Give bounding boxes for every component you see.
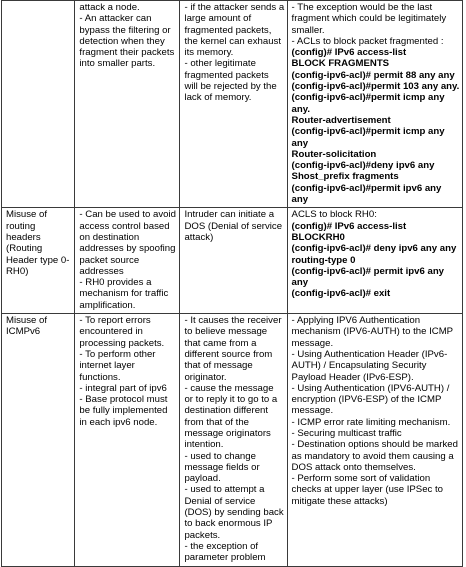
description-cell — [75, 314, 180, 567]
mitigation-line: - Perform some sort of validation checks at upper layer (use IPSec to mitigate these attacks) — [291, 473, 446, 507]
table-row — [2, 1, 463, 208]
mitigation-line: BLOCK FRAGMENTS — [291, 58, 390, 70]
description-line: - integral part of ipv6 — [79, 382, 167, 394]
impact-line: - cause the message or to reply it to go to a destination different from that of the message originators intention. — [184, 382, 280, 451]
mitigation-line: (config-ipv6-acl)#permit ipv6 any any — [291, 182, 445, 206]
mitigation-line: (config-ipv6-acl)# permit 88 any any — [291, 69, 455, 81]
table-row — [2, 314, 463, 567]
table-body — [2, 1, 463, 567]
impact-cell — [180, 314, 287, 567]
mitigation-line: BLOCKRH0 — [291, 231, 345, 243]
mitigation-line: - ACLs to block packet fragmented : — [291, 35, 444, 47]
impact-line: - used to attempt a Denial of service (DOS) by sending back to back enormous IP packets. — [184, 484, 287, 541]
mitigation-line: - The exception would be the last fragment which could be legitimately smaller. — [291, 2, 449, 36]
mitigation-line: (config-ipv6-acl)# permit ipv6 any any — [291, 265, 447, 289]
mitigation-line: Router-solicitation — [291, 148, 377, 160]
description-line: attack a node. — [79, 2, 140, 13]
category-cell — [2, 208, 75, 314]
description-line: - RH0 provides a mechanism for traffic amplification. — [79, 277, 171, 311]
impact-cell — [180, 1, 287, 208]
description-line: - An attacker can bypass the filtering or detection when they fragment their packets into smaller parts. — [79, 13, 178, 70]
mitigation-line: routing-type 0 — [291, 254, 356, 266]
impact-line: - the exception of parameter problem — [184, 540, 266, 564]
mitigation-line: - Using Authentication Header (IPv6-AUTH) / Encapsulating Security Payload Header (IPv6-ESP). — [291, 348, 448, 383]
mitigation-cell — [287, 1, 462, 208]
category-cell — [2, 1, 75, 208]
description-cell — [75, 208, 180, 314]
description-line: - Base protocol must be fully implemented in each ipv6 node. — [79, 394, 171, 428]
mitigation-line: - Destination options should be marked as mandatory to avoid them causing a DOS attack onto themselves. — [291, 439, 461, 473]
category-cell — [2, 314, 75, 567]
impact-line: - used to change message fields or payload. — [184, 450, 263, 485]
impact-line: - It causes the receiver to believe message that came from a different source from that of message originator. — [184, 315, 285, 383]
description-line: - To report errors encountered in processing packets. — [79, 315, 165, 349]
mitigation-line: (config)# IPv6 access-list — [291, 220, 407, 232]
mitigation-cell — [287, 314, 462, 567]
mitigation-line: Router-advertisement — [291, 114, 391, 126]
mitigation-line: - Applying IPV6 Authentication mechanism (IPV6-AUTH) to the ICMP message. — [291, 315, 456, 349]
mitigation-line: (config)# IPv6 access-list — [291, 47, 407, 59]
category-line: Misuse of routing headers (Routing Header type 0-RH0) — [6, 209, 70, 277]
threat-table — [1, 0, 463, 567]
mitigation-line: ACLS to block RH0: — [291, 209, 377, 221]
description-cell — [75, 1, 180, 208]
mitigation-line: - Using Authentication (IPV6-AUTH) / encryption (IPV6-ESP) of the ICMP message. — [291, 382, 453, 417]
mitigation-line: (config-ipv6-acl)# exit — [291, 288, 391, 300]
mitigation-line: Shost_prefix fragments — [291, 171, 399, 183]
mitigation-cell — [287, 208, 462, 314]
category-line: Misuse of ICMPv6 — [6, 315, 50, 338]
impact-line: - other legitimate fragmented packets will be rejected by the lack of memory. — [184, 58, 280, 104]
impact-line: Intruder can initiate a DOS (Denial of service attack) — [184, 209, 285, 243]
table-row — [2, 208, 463, 314]
mitigation-line: (config-ipv6-acl)#deny ipv6 any — [291, 160, 435, 172]
mitigation-line: (config-ipv6-acl)# deny ipv6 any any — [291, 243, 457, 255]
mitigation-line: (config-ipv6-acl)#permit icmp any any — [291, 126, 448, 149]
impact-line: - if the attacker sends a large amount of fragmented packets, the kernel can exhaust its memory. — [184, 2, 287, 59]
mitigation-line: - Securing multicast traffic — [291, 427, 402, 439]
description-line: - Can be used to avoid access control based on destination addresses by spoofing packet source addresses — [79, 209, 179, 277]
mitigation-line: - ICMP error rate limiting mechanism. — [291, 416, 451, 428]
impact-cell — [180, 208, 287, 314]
mitigation-line: (config-ipv6-acl)#permit 103 any any. — [291, 81, 460, 93]
description-line: - To perform other internet layer functions. — [79, 348, 159, 383]
mitigation-line: (config-ipv6-acl)#permit icmp any any. — [291, 92, 448, 115]
